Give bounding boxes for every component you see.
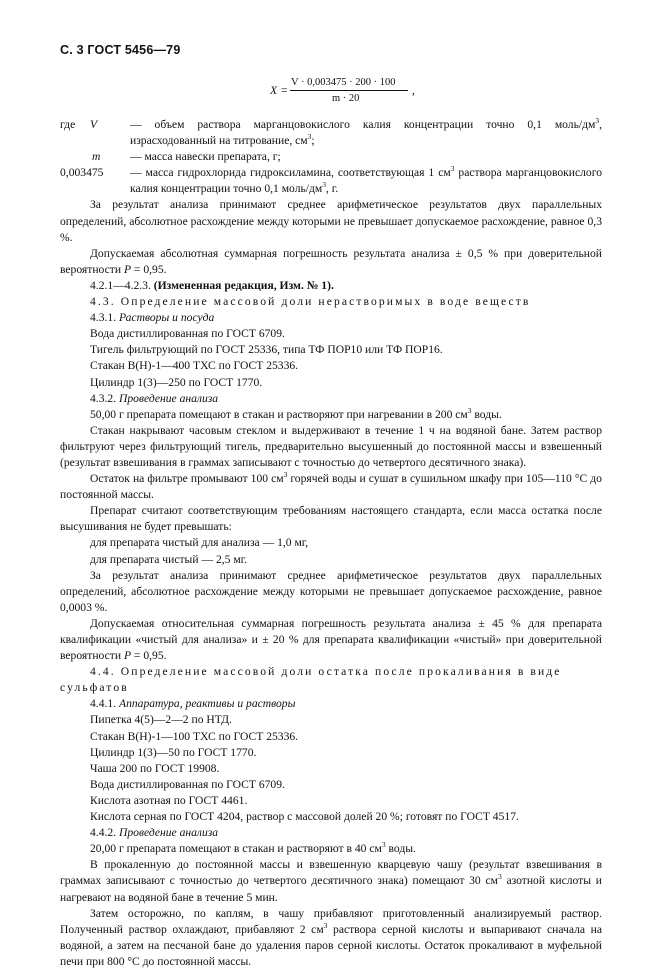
- section-heading-4-3: 4.3. Определение массовой доли нерастворимых в воде веществ: [90, 295, 531, 309]
- paragraph: Остаток на фильтре промывают 100 $см^3$ горячей воды и сушат в сушильном шкафу при 105—110 °С до постоянной массы.: [60, 470, 602, 502]
- formula-trailing-comma: ,: [412, 84, 415, 97]
- constant-value: 0,003475: [60, 166, 104, 180]
- paragraph: Допускаемая относительная суммарная погрешность результата анализа ± 45 % для препарата квалификации «чистый для анализа» и ± 20 % для препарата квалификации «чистый» при доверительной вероятности P = 0,95.: [60, 616, 602, 663]
- paragraph: В прокаленную до постоянной массы и взвешенную кварцевую чашу (результат взвешивания в граммах записывают с точностью до четвертого десятичного знака) помещают 30 $см^3$ азотной кислоты и нагревают на водяной бане в течение 5 мин.: [60, 858, 602, 904]
- list-item: Цилиндр 1(3)—50 по ГОСТ 1770.: [90, 745, 257, 759]
- list-item: Кислота серная по ГОСТ 4204, раствор с массовой долей 20 %; готовят по ГОСТ 4517.: [90, 810, 519, 824]
- list-item: Кислота азотная по ГОСТ 4461.: [90, 793, 248, 807]
- definition-m-text: — масса навески препарата, г;: [130, 150, 281, 164]
- definition-constant: [60, 165, 602, 197]
- formula-equals: =: [281, 84, 288, 97]
- paragraph: За результат анализа принимают среднее арифметическое результатов двух параллельных определений, абсолютное расхождение между которыми не превышает допускаемое расхождение, равное 0,0003 %.: [60, 568, 602, 614]
- paragraph: Препарат считают соответствующим требованиям настоящего стандарта, если масса остатка после высушивания не будет превышать:: [60, 504, 602, 534]
- definition-v-text: — объем раствора марганцовокислого калия концентрации точно 0,1 моль/$дм^3$, израсходованный на титрование, $см^3$;: [130, 116, 602, 148]
- definition-v: [60, 117, 602, 149]
- list-item: Тигель фильтрующий по ГОСТ 25336, типа ТФ ПОР10 или ТФ ПОР16.: [90, 343, 443, 357]
- list-item: для препарата чистый для анализа — 1,0 мг,: [90, 536, 309, 550]
- page-header: С. 3 ГОСТ 5456—79: [60, 43, 181, 57]
- paragraph: Допускаемая абсолютная суммарная погрешность результата анализа ± 0,5 % при доверительной вероятности P = 0,95.: [60, 246, 602, 276]
- list-item: Вода дистиллированная по ГОСТ 6709.: [90, 777, 285, 791]
- list-item: Пипетка 4(5)—2—2 по НТД.: [90, 713, 232, 727]
- list-item: Чаша 200 по ГОСТ 19908.: [90, 761, 220, 775]
- list-item: Стакан В(Н)-1—400 ТХС по ГОСТ 25336.: [90, 359, 299, 373]
- paragraph: Затем осторожно, по каплям, в чашу прибавляют приготовленный анализируемый раствор. Полученный раствор охлаждают, прибавляют 2 $см^3$ раствора серной кислоты и выпаривают сначала на водяной, а затем на песчаной бане до удаления паров серной кислоты. Остаток прокаливают в муфельной печи при 800 °С до постоянной массы.: [60, 906, 602, 968]
- list-item: Вода дистиллированная по ГОСТ 6709.: [90, 327, 285, 341]
- paragraph: За результат анализа принимают среднее арифметическое результатов двух параллельных определений, абсолютное расхождение между которыми не превышает допускаемое расхождение, равное 0,3 %.: [60, 198, 602, 244]
- subsection-heading-4-4-2: 4.4.2. Проведение анализа: [90, 826, 219, 840]
- formula-lhs: X: [270, 84, 278, 97]
- paragraph: Стакан накрывают часовым стеклом и выдерживают в течение 1 ч на водяной бане. Затем раствор фильтруют через фильтрующий тигель, предварительно высушенный до постоянной массы и взвешенный (результат взвешивания в граммах записывают с точностью до четвертого десятичного знака).: [60, 423, 602, 469]
- amendment-note: 4.2.1—4.2.3. (Измененная редакция, Изм. № 1).: [90, 278, 334, 292]
- list-item: Цилиндр 1(3)—250 по ГОСТ 1770.: [90, 375, 263, 389]
- where-label: где: [60, 118, 76, 131]
- subsection-heading-4-3-2: 4.3.2. Проведение анализа: [90, 391, 219, 405]
- subsection-heading-4-4-1: 4.4.1. Аппаратура, реактивы и растворы: [90, 697, 296, 711]
- formula-denominator: m · 20: [332, 93, 360, 104]
- paragraph: 50,00 г препарата помещают в стакан и растворяют при нагревании в 200 $см^3$ воды.: [90, 405, 502, 421]
- section-heading-4-4: 4.4. Определение массовой доли остатка после прокаливания в виде сульфатов: [60, 665, 562, 695]
- paragraph: 20,00 г препарата помещают в стакан и растворяют в 40 $см^3$ воды.: [90, 840, 416, 856]
- var-v: V: [90, 118, 98, 131]
- document-body: [60, 117, 602, 970]
- list-item: Стакан В(Н)-1—100 ТХС по ГОСТ 25336.: [90, 729, 299, 743]
- list-item: для препарата чистый — 2,5 мг.: [90, 552, 248, 566]
- definition-m: [60, 149, 602, 165]
- var-m: m: [92, 150, 101, 164]
- definition-constant-text: — масса гидрохлорида гидроксиламина, соответствующая 1 $см^3$ раствора марганцовокислого калия концентрации точно 0,1 моль/$дм^3$, г.: [130, 164, 602, 196]
- formula-numerator: V · 0,003475 · 200 · 100: [291, 77, 396, 88]
- subsection-heading-4-3-1: 4.3.1. Растворы и посуда: [90, 311, 215, 325]
- formula-x: [270, 75, 450, 107]
